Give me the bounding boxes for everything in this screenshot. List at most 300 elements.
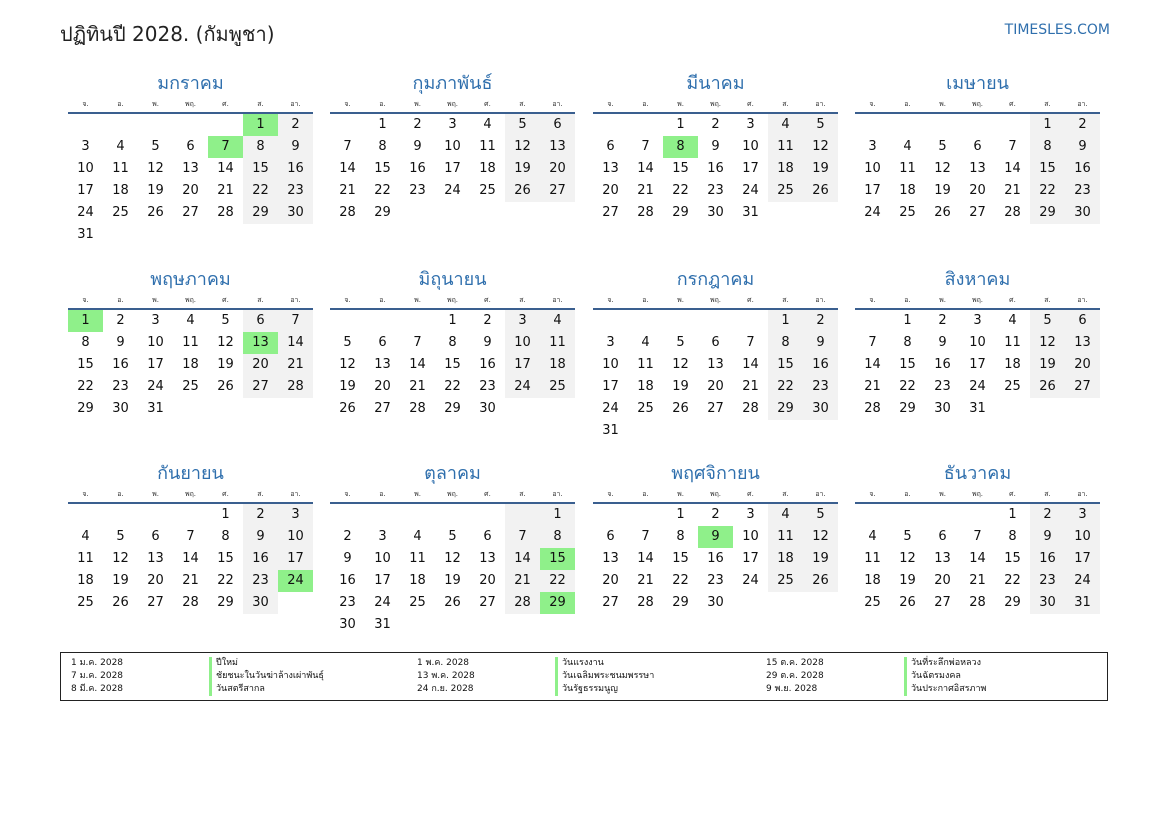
- day-cell: 2: [803, 310, 838, 332]
- day-cell: 12: [444, 551, 461, 566]
- day-cell: 12: [339, 357, 356, 372]
- weekday-label: ส.: [1044, 296, 1051, 304]
- week-row: [855, 114, 1100, 136]
- day-cell: 4: [768, 504, 803, 526]
- day-cell: 10: [77, 161, 94, 176]
- day-cell: 28: [637, 205, 654, 220]
- week-row: [330, 376, 575, 398]
- page-title: ปฏิทินปี 2028. (กัมพูชา): [60, 22, 275, 46]
- week-row: [855, 202, 1100, 224]
- day-cell: 23: [707, 573, 724, 588]
- day-cell: 25: [112, 205, 129, 220]
- day-cell: 23: [1030, 570, 1065, 592]
- weekday-label: ศ.: [484, 490, 491, 498]
- day-cell: 7: [278, 310, 313, 332]
- day-cell: 17: [77, 183, 94, 198]
- weekday-label: ศ.: [222, 490, 229, 498]
- holiday-day-cell: 9: [698, 526, 733, 548]
- empty-day-cell: [435, 504, 470, 526]
- weekday-label: จ.: [82, 100, 89, 108]
- weekday-label: อา.: [552, 490, 563, 498]
- day-cell: 20: [602, 183, 619, 198]
- weekday-label: ส.: [257, 100, 264, 108]
- day-cell: 6: [243, 310, 278, 332]
- day-cell: 8: [903, 335, 912, 350]
- day-cell: 20: [969, 183, 986, 198]
- day-cell: 9: [413, 139, 422, 154]
- week-row: [330, 202, 575, 224]
- day-cell: 19: [147, 183, 164, 198]
- day-cell: 16: [934, 357, 951, 372]
- day-cell: 6: [483, 529, 492, 544]
- day-cell: 15: [768, 354, 803, 376]
- day-cell: 12: [147, 161, 164, 176]
- weekday-header: [593, 294, 838, 310]
- week-row: [855, 158, 1100, 180]
- day-cell: 21: [742, 379, 759, 394]
- day-cell: 18: [899, 183, 916, 198]
- day-cell: 7: [505, 526, 540, 548]
- weekday-label: อ.: [117, 490, 124, 498]
- weekday-label: พ.: [414, 296, 421, 304]
- weekday-label: พ.: [677, 100, 684, 108]
- day-cell: 11: [479, 139, 496, 154]
- day-cell: 22: [374, 183, 391, 198]
- day-cell: 21: [1004, 183, 1021, 198]
- weekday-label: อ.: [379, 100, 386, 108]
- day-cell: 13: [182, 161, 199, 176]
- day-cell: 4: [540, 310, 575, 332]
- holiday-day-cell: 7: [208, 136, 243, 158]
- day-cell: 11: [864, 551, 881, 566]
- day-cell: 14: [637, 161, 654, 176]
- day-cell: 28: [409, 401, 426, 416]
- day-cell: 3: [868, 139, 877, 154]
- day-cell: 14: [1004, 161, 1021, 176]
- empty-day-cell: [628, 114, 663, 136]
- month-name: พฤศจิกายน: [671, 463, 760, 484]
- day-cell: 29: [1030, 202, 1065, 224]
- day-cell: 5: [1030, 310, 1065, 332]
- day-cell: 31: [1065, 592, 1100, 614]
- weekday-label: ศ.: [1009, 100, 1016, 108]
- empty-day-cell: [470, 504, 505, 526]
- week-row: [593, 158, 838, 180]
- holiday-day-cell: 13: [243, 332, 278, 354]
- day-cell: 18: [1004, 357, 1021, 372]
- week-row: [330, 504, 575, 526]
- day-cell: 10: [1065, 526, 1100, 548]
- weekday-label: อา.: [552, 296, 563, 304]
- day-cell: 30: [479, 401, 496, 416]
- week-row: [855, 310, 1100, 332]
- day-cell: 22: [540, 570, 575, 592]
- day-cell: 1: [676, 507, 685, 522]
- week-row: [593, 570, 838, 592]
- week-row: [330, 136, 575, 158]
- day-cell: 11: [112, 161, 129, 176]
- day-cell: 23: [934, 379, 951, 394]
- day-cell: 2: [243, 504, 278, 526]
- month-calendar: [68, 266, 313, 420]
- weekday-label: พฤ.: [184, 490, 197, 498]
- weekday-label: พ.: [939, 296, 946, 304]
- month-calendar: [855, 70, 1100, 224]
- month-calendar: [593, 460, 838, 614]
- day-cell: 6: [606, 139, 615, 154]
- holiday-name: ปีใหม่: [209, 657, 238, 670]
- weekday-label: พฤ.: [709, 296, 722, 304]
- day-cell: 27: [707, 401, 724, 416]
- weekday-label: พฤ.: [971, 100, 984, 108]
- day-cell: 22: [77, 379, 94, 394]
- empty-day-cell: [173, 114, 208, 136]
- day-cell: 28: [505, 592, 540, 614]
- holiday-name: วันแรงงาน: [555, 657, 604, 670]
- weekday-label: ส.: [519, 100, 526, 108]
- day-cell: 24: [444, 183, 461, 198]
- day-cell: 4: [903, 139, 912, 154]
- day-cell: 17: [444, 161, 461, 176]
- empty-day-cell: [890, 504, 925, 526]
- day-cell: 28: [864, 401, 881, 416]
- holiday-date: 9 พ.ย. 2028: [766, 684, 818, 694]
- empty-day-cell: [593, 504, 628, 526]
- day-cell: 6: [186, 139, 195, 154]
- day-cell: 25: [768, 180, 803, 202]
- day-cell: 20: [540, 158, 575, 180]
- weekday-label: อา.: [815, 490, 826, 498]
- day-cell: 6: [973, 139, 982, 154]
- day-cell: 3: [81, 139, 90, 154]
- month-name: ตุลาคม: [424, 463, 481, 484]
- day-cell: 15: [1030, 158, 1065, 180]
- holiday-row: [766, 657, 986, 670]
- day-cell: 19: [505, 158, 540, 180]
- weekday-header: [855, 488, 1100, 504]
- holiday-day-cell: 1: [243, 114, 278, 136]
- day-cell: 10: [444, 139, 461, 154]
- day-cell: 25: [540, 376, 575, 398]
- weekday-label: พฤ.: [971, 296, 984, 304]
- month-calendar: [855, 266, 1100, 420]
- day-cell: 4: [768, 114, 803, 136]
- day-cell: 12: [1030, 332, 1065, 354]
- day-cell: 8: [540, 526, 575, 548]
- holiday-legend: [60, 652, 1108, 701]
- day-cell: 23: [707, 183, 724, 198]
- day-cell: 12: [934, 161, 951, 176]
- day-cell: 23: [409, 183, 426, 198]
- day-cell: 2: [938, 313, 947, 328]
- day-cell: 17: [147, 357, 164, 372]
- day-cell: 30: [1065, 202, 1100, 224]
- day-cell: 9: [1065, 136, 1100, 158]
- day-cell: 3: [973, 313, 982, 328]
- week-row: [68, 114, 313, 136]
- day-cell: 30: [803, 398, 838, 420]
- week-row: [593, 420, 838, 442]
- day-cell: 26: [217, 379, 234, 394]
- week-row: [330, 354, 575, 376]
- week-row: [330, 592, 575, 614]
- day-cell: 3: [746, 507, 755, 522]
- day-cell: 26: [339, 401, 356, 416]
- day-cell: 24: [1065, 570, 1100, 592]
- week-row: [855, 504, 1100, 526]
- day-cell: 13: [934, 551, 951, 566]
- day-cell: 8: [243, 136, 278, 158]
- weekday-label: อา.: [290, 296, 301, 304]
- week-row: [593, 114, 838, 136]
- day-cell: 22: [672, 183, 689, 198]
- day-cell: 29: [672, 205, 689, 220]
- weekday-label: ศ.: [747, 296, 754, 304]
- day-cell: 10: [505, 332, 540, 354]
- day-cell: 26: [899, 595, 916, 610]
- day-cell: 19: [803, 158, 838, 180]
- day-cell: 27: [182, 205, 199, 220]
- empty-day-cell: [505, 504, 540, 526]
- holiday-name: วันสตรีสากล: [209, 683, 265, 696]
- week-row: [68, 570, 313, 592]
- week-row: [330, 548, 575, 570]
- day-cell: 5: [343, 335, 352, 350]
- day-cell: 8: [1030, 136, 1065, 158]
- day-cell: 8: [448, 335, 457, 350]
- week-row: [593, 136, 838, 158]
- day-cell: 31: [742, 205, 759, 220]
- empty-day-cell: [68, 504, 103, 526]
- month-calendar: [68, 70, 313, 246]
- week-row: [855, 570, 1100, 592]
- day-cell: 21: [409, 379, 426, 394]
- weekday-label: จ.: [82, 296, 89, 304]
- weekday-label: จ.: [344, 296, 351, 304]
- day-cell: 9: [483, 335, 492, 350]
- weekday-label: พ.: [152, 100, 159, 108]
- empty-day-cell: [173, 504, 208, 526]
- month-name: ธันวาคม: [943, 463, 1012, 484]
- day-cell: 11: [1004, 335, 1021, 350]
- weekday-label: พฤ.: [709, 100, 722, 108]
- day-cell: 3: [278, 504, 313, 526]
- weekday-label: พ.: [677, 296, 684, 304]
- week-row: [593, 592, 838, 614]
- weekday-label: อ.: [642, 100, 649, 108]
- day-cell: 23: [479, 379, 496, 394]
- day-cell: 10: [278, 526, 313, 548]
- day-cell: 18: [77, 573, 94, 588]
- day-cell: 15: [899, 357, 916, 372]
- day-cell: 29: [672, 595, 689, 610]
- holiday-column: [766, 657, 986, 696]
- week-row: [855, 526, 1100, 548]
- weekday-label: ศ.: [484, 296, 491, 304]
- day-cell: 20: [147, 573, 164, 588]
- day-cell: 3: [151, 313, 160, 328]
- day-cell: 27: [479, 595, 496, 610]
- day-cell: 17: [1065, 548, 1100, 570]
- day-cell: 24: [969, 379, 986, 394]
- weekday-label: จ.: [869, 296, 876, 304]
- holiday-row: [71, 670, 324, 683]
- day-cell: 11: [899, 161, 916, 176]
- day-cell: 27: [602, 205, 619, 220]
- week-row: [855, 376, 1100, 398]
- day-cell: 16: [707, 161, 724, 176]
- weekday-label: อ.: [642, 490, 649, 498]
- weekday-label: ส.: [257, 296, 264, 304]
- day-cell: 3: [378, 529, 387, 544]
- week-row: [68, 548, 313, 570]
- day-cell: 7: [641, 529, 650, 544]
- empty-day-cell: [330, 504, 365, 526]
- week-row: [593, 376, 838, 398]
- day-cell: 6: [151, 529, 160, 544]
- weekday-label: ส.: [519, 490, 526, 498]
- weekday-label: พ.: [152, 490, 159, 498]
- week-row: [855, 548, 1100, 570]
- week-row: [68, 526, 313, 548]
- day-cell: 24: [864, 205, 881, 220]
- month-name: มีนาคม: [686, 73, 745, 94]
- month-calendar: [593, 70, 838, 224]
- day-cell: 27: [934, 595, 951, 610]
- day-cell: 3: [505, 310, 540, 332]
- weekday-label: จ.: [869, 490, 876, 498]
- day-cell: 20: [479, 573, 496, 588]
- month-calendar: [855, 460, 1100, 614]
- day-cell: 13: [479, 551, 496, 566]
- week-row: [68, 398, 313, 420]
- day-cell: 2: [483, 313, 492, 328]
- day-cell: 14: [182, 551, 199, 566]
- weekday-header: [68, 98, 313, 114]
- day-cell: 7: [973, 529, 982, 544]
- day-cell: 9: [938, 335, 947, 350]
- empty-day-cell: [593, 114, 628, 136]
- day-cell: 4: [641, 335, 650, 350]
- weekday-label: พฤ.: [446, 490, 459, 498]
- day-cell: 24: [602, 401, 619, 416]
- day-cell: 6: [378, 335, 387, 350]
- day-cell: 21: [182, 573, 199, 588]
- day-cell: 30: [243, 592, 278, 614]
- day-cell: 22: [672, 573, 689, 588]
- week-row: [68, 158, 313, 180]
- day-cell: 2: [116, 313, 125, 328]
- day-cell: 3: [606, 335, 615, 350]
- day-cell: 16: [803, 354, 838, 376]
- weekday-label: อา.: [290, 490, 301, 498]
- day-cell: 7: [413, 335, 422, 350]
- day-cell: 21: [864, 379, 881, 394]
- day-cell: 25: [77, 595, 94, 610]
- week-row: [593, 180, 838, 202]
- weekday-label: ส.: [257, 490, 264, 498]
- holiday-date: 7 ม.ค. 2028: [71, 671, 124, 681]
- day-cell: 22: [1030, 180, 1065, 202]
- day-cell: 7: [1008, 139, 1017, 154]
- day-cell: 1: [1030, 114, 1065, 136]
- week-row: [855, 180, 1100, 202]
- day-cell: 18: [637, 379, 654, 394]
- day-cell: 21: [278, 354, 313, 376]
- day-cell: 16: [112, 357, 129, 372]
- weekday-label: อา.: [1077, 490, 1088, 498]
- weekday-label: อ.: [379, 296, 386, 304]
- week-row: [330, 180, 575, 202]
- day-cell: 8: [81, 335, 90, 350]
- day-cell: 4: [483, 117, 492, 132]
- holiday-date: 13 พ.ค. 2028: [417, 671, 475, 681]
- day-cell: 8: [221, 529, 230, 544]
- weekday-label: จ.: [344, 490, 351, 498]
- holiday-day-cell: 8: [663, 136, 698, 158]
- holiday-column: [417, 657, 654, 696]
- day-cell: 25: [1004, 379, 1021, 394]
- day-cell: 17: [505, 354, 540, 376]
- weekday-label: ศ.: [1009, 490, 1016, 498]
- day-cell: 20: [934, 573, 951, 588]
- day-cell: 24: [742, 573, 759, 588]
- day-cell: 1: [540, 504, 575, 526]
- day-cell: 25: [864, 595, 881, 610]
- day-cell: 5: [938, 139, 947, 154]
- day-cell: 20: [374, 379, 391, 394]
- empty-day-cell: [208, 114, 243, 136]
- day-cell: 22: [243, 180, 278, 202]
- empty-day-cell: [103, 504, 138, 526]
- empty-day-cell: [890, 114, 925, 136]
- week-row: [593, 310, 838, 332]
- day-cell: 17: [374, 573, 391, 588]
- day-cell: 16: [278, 158, 313, 180]
- holiday-name: วันฉัตรมงคล: [904, 670, 961, 683]
- day-cell: 2: [278, 114, 313, 136]
- week-row: [855, 592, 1100, 614]
- empty-day-cell: [365, 310, 400, 332]
- holiday-name: วันเฉลิมพระชนมพรรษา: [555, 670, 654, 683]
- day-cell: 7: [641, 139, 650, 154]
- week-row: [68, 376, 313, 398]
- empty-day-cell: [698, 310, 733, 332]
- day-cell: 13: [540, 136, 575, 158]
- weekday-label: พ.: [677, 490, 684, 498]
- weekday-label: ศ.: [747, 100, 754, 108]
- day-cell: 27: [374, 401, 391, 416]
- weekday-label: อ.: [904, 490, 911, 498]
- day-cell: 16: [707, 551, 724, 566]
- day-cell: 15: [672, 551, 689, 566]
- day-cell: 5: [151, 139, 160, 154]
- day-cell: 18: [768, 548, 803, 570]
- day-cell: 27: [147, 595, 164, 610]
- empty-day-cell: [400, 504, 435, 526]
- weekday-label: อา.: [815, 100, 826, 108]
- site-link[interactable]: TIMESLES.COM: [1004, 22, 1110, 38]
- day-cell: 30: [707, 595, 724, 610]
- day-cell: 21: [339, 183, 356, 198]
- day-cell: 25: [479, 183, 496, 198]
- weekday-label: ศ.: [222, 296, 229, 304]
- empty-day-cell: [330, 310, 365, 332]
- weekday-label: จ.: [607, 100, 614, 108]
- day-cell: 12: [505, 136, 540, 158]
- day-cell: 21: [637, 183, 654, 198]
- day-cell: 31: [969, 401, 986, 416]
